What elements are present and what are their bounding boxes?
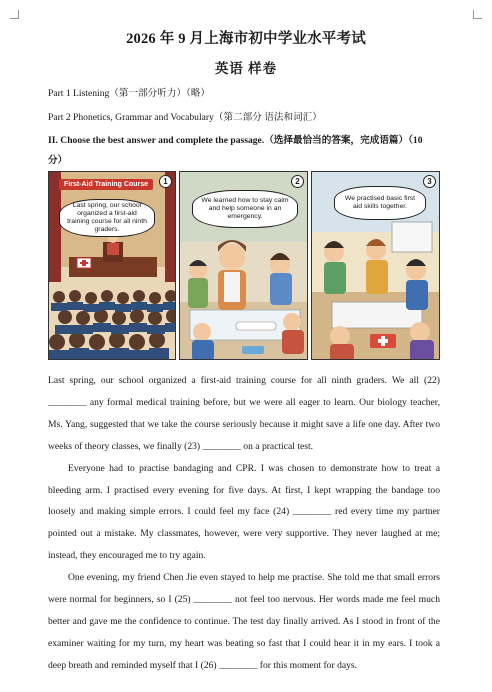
speech-bubble-2: We learned how to stay calm and help someone in an emergency. [192,190,298,228]
part1-heading: Part 1 Listening（第一部分听力）（略） [48,88,211,99]
comic-panel-3 [311,171,440,360]
speech-bubble-1: Last spring, our school organized a first-aid training course for all ninth graders. [59,199,155,237]
section-heading: II. Choose the best answer and complete the passage.（选择最恰当的答案，完成语篇）（10 分） [48,135,423,166]
comic-panel-1 [48,171,176,360]
passage-paragraph-1: Last spring, our school organized a first-aid training course for all ninth graders. We all (22) ________ any formal medical training before, but we were all eager to learn. Our biology teacher, Ms. Yang, suggested that we take the course seriously because it might save a life one day. After two weeks of theory classes, we finally (23) ________ on a practical test. [48,375,440,452]
speech-bubble-3: We practised basic first aid skills together. [334,186,426,220]
panel-number-1: 1 [159,175,172,188]
passage-paragraph-2: Everyone had to practise bandaging and CPR. I was chosen to demonstrate how to treat a bleeding arm. I practised every evening for five days. At first, I kept wrapping the bandage too loosely and making simple errors. I could feel my face (24) ________ red every time my partner pointed out a mistake. My classmates, however, were very supportive. They never laughed at me; instead, they encouraged me to try again. [48,462,440,562]
part2-heading: Part 2 Phonetics, Grammar and Vocabulary（第二部分 语法和词汇） [48,112,322,123]
panel-number-3: 3 [423,175,436,188]
passage [48,370,440,677]
panel-number-2: 2 [291,175,304,188]
banner-first-aid-course: First-Aid Training Course [59,179,153,190]
comic-strip [48,171,440,360]
comic-panel-2 [179,171,308,360]
passage-paragraph-3: One evening, my friend Chen Jie even stayed to help me practise. She told me that small errors were normal for beginners, so I (25) ________ not feel too nervous. Her words made me feel much better and gave me the confidence to continue. The test day finally arrived. As I stood in front of the examiner waiting for my turn, my heart was beating so fast that I could hear it in my ears. I took a deep breath and reminded myself that I (26) ________ for this moment for days. [48,572,440,671]
crop-mark-top-left [10,10,19,19]
exam-subtitle: 英语 样卷 [214,61,278,76]
crop-mark-top-right [473,10,482,19]
exam-title: 2026 年 9 月上海市初中学业水平考试 [126,31,366,47]
